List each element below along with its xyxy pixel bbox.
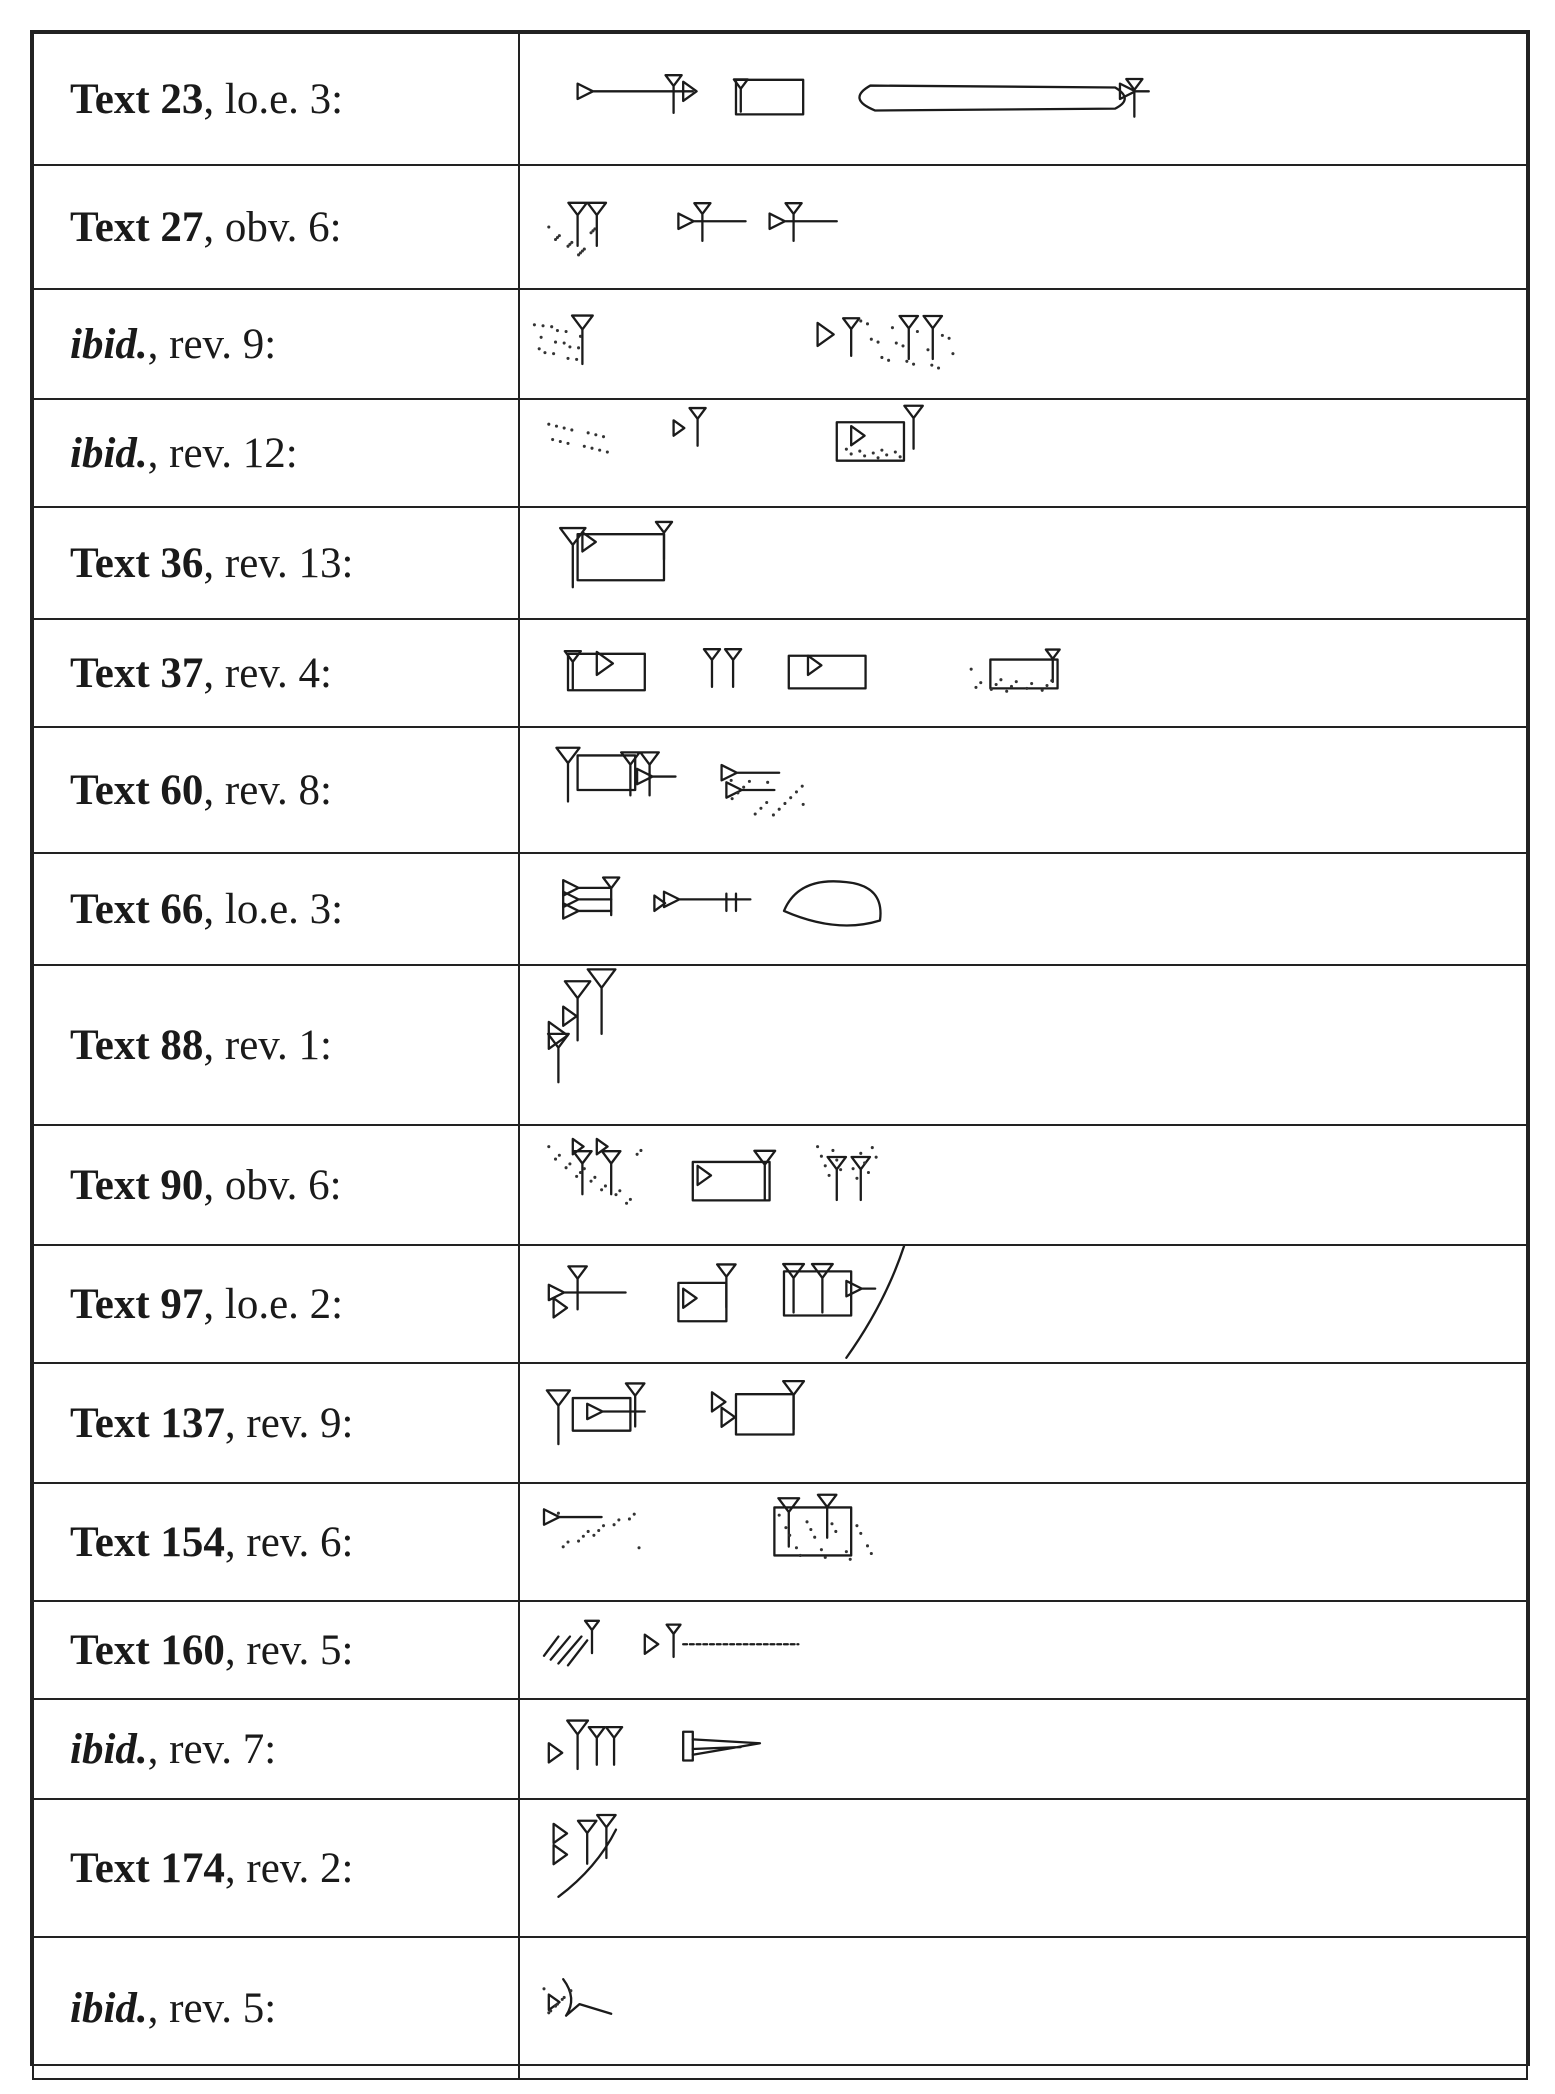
table-row xyxy=(33,33,1527,165)
sign-drawing-cell xyxy=(519,1363,1527,1483)
citation-location: , rev. 12: xyxy=(147,429,298,477)
citation-location: , rev. 1: xyxy=(203,1021,332,1069)
table-row xyxy=(33,1245,1527,1363)
sign-drawing-cell xyxy=(519,1245,1527,1363)
citation-ref: Text 90 xyxy=(70,1161,204,1209)
cuneiform-signs-icon xyxy=(520,728,1526,852)
table-row xyxy=(33,965,1527,1125)
citation-location: , rev. 4: xyxy=(203,649,332,697)
table-body xyxy=(33,33,1527,2079)
citation-cell xyxy=(33,965,519,1125)
cuneiform-signs-icon xyxy=(520,1246,1526,1362)
sign-drawing-cell xyxy=(519,1125,1527,1245)
sign-drawing-cell xyxy=(519,507,1527,619)
citation-location: , rev. 13: xyxy=(203,539,354,587)
citation-cell xyxy=(33,1799,519,1937)
table-row xyxy=(33,1799,1527,1937)
citation-ref: ibid. xyxy=(70,320,148,368)
table-row xyxy=(33,1125,1527,1245)
citation-cell xyxy=(33,1483,519,1601)
citation-location: , rev. 7: xyxy=(147,1725,277,1773)
sign-drawing-cell xyxy=(519,1799,1527,1937)
citation-cell xyxy=(33,1699,519,1799)
citation-location: , rev. 8: xyxy=(203,766,332,814)
citation-ref: Text 36 xyxy=(70,539,204,587)
sign-table xyxy=(30,30,1530,2066)
cuneiform-signs-icon xyxy=(520,400,1526,506)
cuneiform-signs-icon xyxy=(520,1484,1526,1600)
cuneiform-signs-icon xyxy=(520,620,1526,726)
citation-cell xyxy=(33,1245,519,1363)
sign-drawing-cell xyxy=(519,1483,1527,1601)
table-row xyxy=(33,727,1527,853)
citation-ref: Text 174 xyxy=(70,1844,225,1892)
citation-location: , lo.e. 2: xyxy=(203,1280,344,1328)
sign-table-grid xyxy=(32,32,1528,2080)
citation-ref: ibid. xyxy=(70,1725,148,1773)
sign-drawing-cell xyxy=(519,727,1527,853)
citation-ref: Text 137 xyxy=(70,1399,225,1447)
sign-drawing-cell xyxy=(519,1601,1527,1699)
cuneiform-signs-icon xyxy=(520,1126,1526,1244)
cuneiform-signs-icon xyxy=(520,1700,1526,1798)
cuneiform-signs-icon xyxy=(520,508,1526,618)
citation-cell xyxy=(33,33,519,165)
citation-cell xyxy=(33,165,519,289)
citation-cell xyxy=(33,507,519,619)
table-row xyxy=(33,507,1527,619)
citation-ref: Text 60 xyxy=(70,766,204,814)
citation-ref: ibid. xyxy=(70,1984,148,2032)
citation-location: , rev. 9: xyxy=(147,320,277,368)
citation-location: , obv. 6: xyxy=(203,1161,342,1209)
citation-cell xyxy=(33,1363,519,1483)
sign-drawing-cell xyxy=(519,33,1527,165)
sign-drawing-cell xyxy=(519,965,1527,1125)
table-row xyxy=(33,1363,1527,1483)
cuneiform-signs-icon xyxy=(520,166,1526,288)
citation-location: , rev. 9: xyxy=(224,1399,354,1447)
table-row xyxy=(33,399,1527,507)
citation-location: , rev. 5: xyxy=(147,1984,277,2032)
citation-location: , lo.e. 3: xyxy=(203,75,344,123)
sign-drawing-cell xyxy=(519,399,1527,507)
table-row xyxy=(33,1601,1527,1699)
cuneiform-signs-icon xyxy=(520,1938,1526,2078)
table-row xyxy=(33,853,1527,965)
citation-cell xyxy=(33,289,519,399)
cuneiform-signs-icon xyxy=(520,34,1526,164)
citation-cell xyxy=(33,619,519,727)
citation-ref: Text 23 xyxy=(70,75,204,123)
citation-ref: Text 97 xyxy=(70,1280,204,1328)
table-row xyxy=(33,289,1527,399)
citation-cell xyxy=(33,399,519,507)
sign-drawing-cell xyxy=(519,1937,1527,2079)
citation-cell xyxy=(33,853,519,965)
citation-cell xyxy=(33,1601,519,1699)
table-row xyxy=(33,165,1527,289)
table-row xyxy=(33,1937,1527,2079)
citation-location: , obv. 6: xyxy=(203,203,342,251)
sign-drawing-cell xyxy=(519,619,1527,727)
cuneiform-signs-icon xyxy=(520,966,1526,1124)
citation-cell xyxy=(33,727,519,853)
cuneiform-signs-icon xyxy=(520,290,1526,398)
citation-location: , rev. 5: xyxy=(224,1626,354,1674)
table-row xyxy=(33,1483,1527,1601)
cuneiform-signs-icon xyxy=(520,1602,1526,1698)
sign-drawing-cell xyxy=(519,853,1527,965)
sign-drawing-cell xyxy=(519,289,1527,399)
citation-ref: Text 27 xyxy=(70,203,204,251)
sign-drawing-cell xyxy=(519,165,1527,289)
citation-ref: Text 37 xyxy=(70,649,204,697)
citation-ref: ibid. xyxy=(70,429,148,477)
citation-ref: Text 160 xyxy=(70,1626,225,1674)
citation-location: , rev. 6: xyxy=(224,1518,354,1566)
citation-cell xyxy=(33,1125,519,1245)
cuneiform-signs-icon xyxy=(520,1800,1526,1936)
citation-ref: Text 154 xyxy=(70,1518,225,1566)
sign-drawing-cell xyxy=(519,1699,1527,1799)
cuneiform-signs-icon xyxy=(520,854,1526,964)
citation-ref: Text 88 xyxy=(70,1021,204,1069)
cuneiform-signs-icon xyxy=(520,1364,1526,1482)
citation-location: , rev. 2: xyxy=(224,1844,354,1892)
table-row xyxy=(33,619,1527,727)
citation-cell xyxy=(33,1937,519,2079)
table-row xyxy=(33,1699,1527,1799)
citation-location: , lo.e. 3: xyxy=(203,885,344,933)
citation-ref: Text 66 xyxy=(70,885,204,933)
